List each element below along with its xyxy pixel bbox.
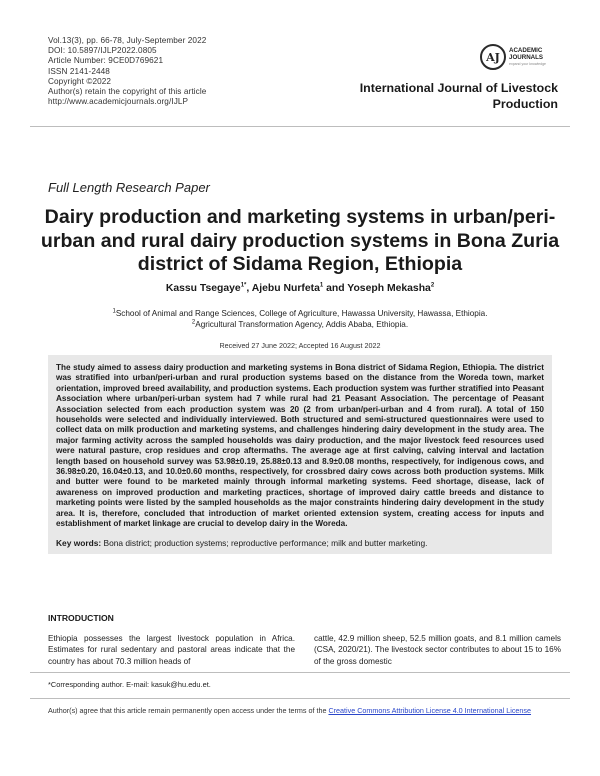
author-3-affiliation-mark: 2: [430, 282, 435, 289]
journal-url-link[interactable]: http://www.academicjournals.org/IJLP: [48, 97, 189, 107]
logo-line-2: JOURNALS: [509, 54, 544, 61]
journal-name: [298, 80, 558, 112]
affiliation-2: $^2$Agricultural Transformation Agency, Addis Ababa, Ethiopia.: [191, 319, 409, 329]
logo-tagline: expand your knowledge: [509, 62, 546, 66]
author-separator: and: [323, 283, 348, 294]
paper-title: Dairy production and marketing systems in urban/peri-urban and rural dairy production systems in Bona Zuria district of Sidama Region, Ethiopia: [40, 206, 560, 275]
issn-line: ISSN 2141-2448: [48, 66, 110, 76]
logo-wordmark: [509, 47, 543, 61]
introduction-heading: INTRODUCTION: [48, 613, 114, 623]
keywords-text: Bona district; production systems; reproductive performance; milk and butter marketing.: [101, 537, 428, 548]
license-divider: [30, 698, 570, 699]
affiliation-1: $^1$School of Animal and Range Sciences, College of Agriculture, Hawassa University, Hawassa, Ethiopia.: [112, 308, 488, 318]
aj-logo-icon: AJ: [480, 44, 506, 70]
footnote-divider: [30, 672, 570, 673]
introduction-column-left: Ethiopia possesses the largest livestock population in Africa. Estimates for rural sedentary and pastoral areas indicate that the country has about 70.3 million heads of: [48, 634, 295, 666]
author-1: Kassu Tsegaye: [165, 283, 241, 294]
license-text: Author(s) agree that this article remain permanently open access under the terms of the: [48, 706, 329, 715]
license-link[interactable]: Creative Commons Attribution License 4.0 International License: [328, 706, 532, 715]
volume-line: Vol.13(3), pp. 66-78, July-September 2022: [48, 36, 207, 45]
logo-line-1: ACADEMIC: [509, 47, 543, 54]
author-list: [0, 283, 600, 294]
retain-line: Author(s) retain the copyright of this article: [48, 87, 207, 97]
copyright-line: Copyright ©2022: [48, 76, 112, 86]
abstract-text: The study aimed to assess dairy production and marketing systems in Bona district of Sidama Region, Ethiopia. The district was stratified into urban/peri-urban and rural production systems based on the distance from the Woreda town, market orientation, improved breed availability, and production systems. Each production system was further stratified into Peasant Association where urban/peri-urban system had 7 while rural had 21 Peasant Association. The percentage of Peasant Association selected from each production system was 20 (2 from urban/peri-urban and 4 from rural). A total of 150 households were selected and individually interviewed. Both structured and semi-structured questionnaires were used to collect data on milk production and marketing systems, and challenges hindering dairy development in the study area. The major farming activity across the sampled households was dairy production, and the major livestock feed resources used were natural pasture, crop residues and crop aftermaths. The average age at first calving, calving interval and lactation length based on household survey was 53.98±0.19, 25.88±0.13 and 8.9±0.08 months, respectively, for indigenous cows, and 36.98±0.20, 16.04±0.13, and 10.0±0.60 months, respectively, for crossbred dairy cows across both production systems. Milk and butter were found to be marketed mainly through informal marketing systems. Feed shortage, disease, lack of awareness on improved production and marketing practices, shortage of improved dairy cattle breeds and distance to marketing points were listed by the sampled households as the major constraints hindering dairy development in the study area. It is, therefore, concluded that introduction of market oriented extension system, creating access for inputs and establishment of market linkage are crucial to develop dairy in the Woreda.: [56, 363, 544, 529]
author-1-affiliation-mark: 1*: [240, 282, 247, 289]
author-2-affiliation-mark: 1: [319, 282, 324, 289]
keywords: [56, 538, 544, 548]
journal-name-line-1: International Journal of Livestock: [359, 81, 558, 95]
received-accepted-dates: Received 27 June 2022; Accepted 16 August 2022: [219, 341, 381, 350]
paper-type: Full Length Research Paper: [48, 180, 210, 195]
publisher-logo: [480, 44, 600, 74]
article-metadata: [48, 36, 206, 107]
header-divider: [30, 126, 570, 127]
journal-name-line-2: Production: [492, 97, 558, 111]
introduction-column-right: cattle, 42.9 million sheep, 52.5 million goats, and 8.1 million camels (CSA, 2020/21). The livestock sector contributes to about 15 to 16% of the gross domestic: [314, 634, 561, 666]
author-separator: ,: [246, 283, 252, 294]
keywords-label: Key words:: [56, 537, 102, 548]
doi-line[interactable]: DOI: 10.5897/IJLP2022.0805: [48, 46, 157, 56]
article-number-line: Article Number: 9CE0D769621: [48, 56, 164, 66]
abstract-box: [48, 355, 552, 554]
author-2: Ajebu Nurfeta: [251, 283, 320, 294]
license-notice: [48, 706, 568, 716]
author-3: Yoseph Mekasha: [347, 283, 431, 294]
corresponding-author-footnote: *Corresponding author. E-mail: kasuk@hu.edu.et.: [48, 680, 211, 689]
affiliations: [0, 308, 600, 330]
